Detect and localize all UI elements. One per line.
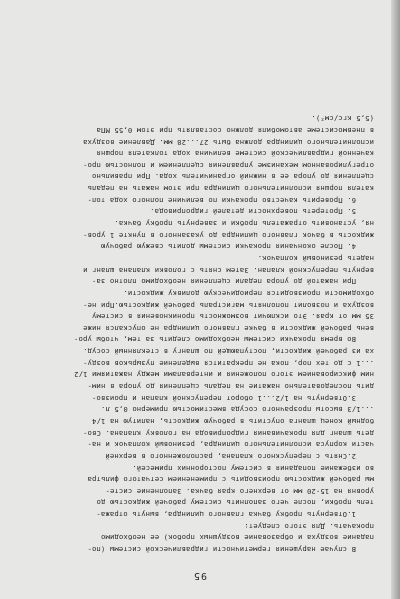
text-line: деть шланг для прокачивания гидропривода на головку клапана. Сво-	[82, 428, 374, 438]
text-line: обходимости производится периодическую доливку жидкости.	[123, 288, 374, 298]
text-line: тель пробки, после чего заполнить систему рабочей жидкостью до	[96, 498, 374, 508]
text-line: 5. Протереть поверхности деталей гидропривода.	[150, 207, 356, 217]
text-line: Во время прокачки системы необходимо следить за тем, чтобы уро-	[73, 335, 356, 345]
text-line: жидкость в бачок главного цилиндра до указанного в пункте 1 уров-	[82, 230, 374, 240]
text-line: отрегулированном механизме управления сцеплением и полностью про-	[82, 160, 374, 170]
text-line: ня, установить отражатель пробки и завернуть пробку бачка.	[114, 219, 374, 229]
text-line: надеть резиновый колпачок.	[257, 253, 374, 263]
text-line: воздуха и позволит пополнять магистраль рабочей жидкостью.При не-	[82, 300, 374, 310]
text-line: во избежание попадания в систему посторонних примесей.	[132, 463, 374, 473]
body-text	[22, 113, 374, 555]
text-line: ним фиксированием этого положения и интервалами между нажатиями 1/2	[74, 370, 374, 380]
text-line: в пневмосистеме автомобиля должно составлять при этом 0,55 МПа	[96, 125, 374, 135]
text-line: уровня на 15-20 мм от верхнего края бачка. Заполнение систе-	[105, 486, 374, 496]
text-line: ...1/3 высоты прозрачного сосуда вместимостью примерно 0,5 л.	[100, 405, 374, 415]
text-line: падание воздуха и образование воздушных пробок) ее необходимо	[100, 533, 374, 543]
text-line: В случае нарушения герметичности гидравлической системы (по-	[87, 545, 356, 554]
text-line: дить последовательно нажатие на педаль сцепления до упора в ним-	[87, 382, 374, 392]
text-line: вень рабочей жидкости в бачке главного цилиндра не опускался ниже	[82, 323, 374, 333]
text-line: (5,5 кгс/см²).	[311, 114, 374, 124]
text-line: бодный конец шланга опустить в рабочую жидкость, налитую на 1/4	[91, 416, 374, 426]
text-line: 1.Отвернуть пробку бачка главного цилиндра, вынуть отража-	[96, 510, 356, 520]
text-line: 4. После окончания прокачки системы долить свежую рабочую	[100, 242, 356, 252]
text-line: 3.Отвернуть на 1/2...1 оборот перепускной клапан и произво-	[91, 393, 356, 403]
text-line: кателя поршня исполнительного цилиндра при этом нажать на педаль	[87, 184, 374, 194]
text-line: ...1 с до тех пор, пока не прекратится выделение пузырьков возду-	[82, 358, 374, 368]
text-line: 6. Проверить качество прокачки по величине полного хода тол-	[87, 195, 356, 205]
text-line: каченной гидравлической системе величина хода толкателя поршня	[96, 149, 374, 159]
text-line: части корпуса исполнительного цилиндра, резиновый колпачок и на-	[87, 440, 374, 450]
text-line: мы рабочей жидкостью производить с применением сетчатого фильтра	[87, 475, 374, 485]
page-number: 95	[192, 570, 208, 581]
text-line: При нажатой до упора педали сцепления необходимо плотно за-	[91, 277, 356, 287]
text-line: 2.Снять с перепускного клапана, расположенного в верхней	[105, 451, 356, 461]
text-line: вернуть перепускной клапан. Затем снять с головки клапана шланг и	[82, 265, 374, 275]
text-line: исполнительного цилиндра должна быть 27...28 мм. Давление воздуха	[82, 137, 374, 147]
text-line: 35 мм от края. Это исключит возможность проникновения в систему	[91, 312, 374, 322]
text-line: сцепления до упора ее в нижний ограничитель хода. При правильно	[91, 172, 374, 182]
text-line: ха из рабочей жидкости, поступающей по шлангу в стеклянный сосуд.	[82, 347, 374, 357]
text-line: прокачать. Для этого следует:	[244, 521, 374, 531]
